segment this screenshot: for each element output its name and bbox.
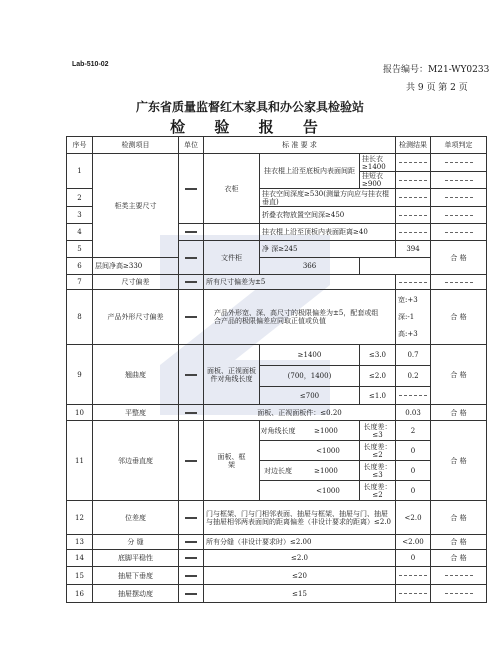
diag-label: 对角线长度 bbox=[260, 426, 296, 435]
table-row bbox=[67, 535, 487, 550]
verdict-dash bbox=[431, 207, 487, 224]
row-no: 13 bbox=[67, 535, 93, 550]
unit-mm-icon bbox=[179, 154, 204, 224]
side-label: 对边长度 bbox=[264, 466, 292, 475]
result-value: 0 bbox=[396, 550, 431, 567]
row-no: 11 bbox=[67, 421, 93, 501]
requirement-text: 产品外形宽、深、高尺寸的极限偏差为±5，配套或组合产品的极限偏差应同取正值或负值 bbox=[204, 290, 396, 345]
requirement-text: 所有分缝（非设计要求时）≤2.00 bbox=[204, 535, 396, 550]
limit-text: ≤1.0 bbox=[360, 387, 396, 405]
result-dash bbox=[396, 189, 431, 207]
report-number: 报告编号：M21-WY0233 bbox=[383, 65, 490, 75]
category-wardrobe: 衣柜 bbox=[204, 154, 260, 224]
unit-mm-icon bbox=[179, 224, 204, 241]
part-text: 面板、框架 bbox=[204, 421, 260, 501]
table-row bbox=[67, 550, 487, 567]
row-item: 邻边垂直度 bbox=[93, 421, 179, 501]
requirement-text: ≤15 bbox=[204, 585, 396, 603]
limit-text: 长度差：≤2 bbox=[360, 441, 396, 461]
range-text bbox=[260, 441, 360, 461]
inspection-table bbox=[66, 136, 487, 603]
unit-mm-icon bbox=[179, 550, 204, 567]
row-item: 柜类主要尺寸 bbox=[93, 154, 179, 258]
verdict-dash bbox=[431, 275, 487, 290]
row-no: 9 bbox=[67, 345, 93, 405]
range-text: ≥1000 bbox=[314, 426, 338, 435]
verdict-pass: 合 格 bbox=[431, 550, 487, 567]
row-no: 10 bbox=[67, 405, 93, 421]
verdict-pass: 合 格 bbox=[431, 421, 487, 501]
verdict-pass: 合 格 bbox=[431, 290, 487, 345]
row-no: 3 bbox=[67, 207, 93, 224]
verdict-pass: 合 格 bbox=[431, 501, 487, 535]
unit-mm-icon bbox=[179, 501, 204, 535]
requirement-text: ≤2.0 bbox=[204, 550, 396, 567]
row-item: 抽屉摆动度 bbox=[93, 585, 179, 603]
result-dash bbox=[396, 585, 431, 603]
result-value: 394 bbox=[396, 241, 431, 258]
row-no: 7 bbox=[67, 275, 93, 290]
table-row bbox=[67, 567, 487, 585]
lab-code: Lab-510-02 bbox=[72, 61, 109, 68]
result-dash bbox=[396, 387, 431, 405]
requirement-text: 挂衣棍上沿至顶板内表面距离≥40 bbox=[260, 224, 396, 241]
unit-mm-icon bbox=[179, 405, 204, 421]
col-header-unit: 单位 bbox=[179, 137, 204, 154]
requirement-text: 净 深≥245 bbox=[260, 241, 396, 258]
table-row bbox=[67, 154, 487, 172]
result-value: 2 bbox=[396, 421, 431, 441]
range-value: <1000 bbox=[316, 486, 340, 495]
requirement-text: 门与框架、门与门相邻表面、抽屉与框架、抽屉与门、抽屉与抽屉相邻两表面间的距离偏差（非设计要求的距离）≤2.0 bbox=[204, 501, 396, 535]
result-value: <2.0 bbox=[396, 501, 431, 535]
requirement-text: 挂衣棍上沿至底板内表面间距 bbox=[260, 154, 360, 189]
row-no: 15 bbox=[67, 567, 93, 585]
row-no: 4 bbox=[67, 224, 93, 241]
result-dash bbox=[396, 224, 431, 241]
table-row bbox=[67, 258, 487, 275]
row-item: 抽屉下垂度 bbox=[93, 567, 179, 585]
col-header-item: 检测项目 bbox=[93, 137, 179, 154]
verdict-dash bbox=[431, 224, 487, 241]
unit-mm-icon bbox=[179, 290, 204, 345]
requirement-text: ≤20 bbox=[204, 567, 396, 585]
col-header-verdict: 单项判定 bbox=[431, 137, 487, 154]
limit-text: 长度差：≤2 bbox=[360, 481, 396, 501]
table-row bbox=[67, 345, 487, 366]
requirement-text: 挂衣空间深度≥530(测量方向应与挂衣棍垂直) bbox=[260, 189, 396, 207]
limit-text: ≤3.0 bbox=[360, 345, 396, 366]
unit-mm-icon bbox=[179, 585, 204, 603]
range-text: (700，1400) bbox=[260, 366, 360, 387]
result-dash bbox=[396, 172, 431, 189]
row-item: 翘曲度 bbox=[93, 345, 179, 405]
condition-text: 面板、正视面板件对角线长度 bbox=[204, 345, 260, 405]
limit-text: ≤2.0 bbox=[360, 366, 396, 387]
table-row bbox=[67, 405, 487, 421]
row-item: 产品外形尺寸偏差 bbox=[93, 290, 179, 345]
result-values bbox=[396, 290, 431, 345]
report-title: 检 验 报 告 bbox=[170, 118, 330, 136]
row-item: 分 缝 bbox=[93, 535, 179, 550]
limit-text: 长度差：≤3 bbox=[360, 421, 396, 441]
col-header-no: 序号 bbox=[67, 137, 93, 154]
table-row bbox=[67, 275, 487, 290]
row-no: 5 bbox=[67, 241, 93, 258]
verdict-dash bbox=[431, 189, 487, 207]
verdict-dash bbox=[431, 154, 487, 172]
unit-mm-icon bbox=[179, 567, 204, 585]
row-no: 6 bbox=[67, 258, 93, 275]
requirement-text: 层间净高≥330 bbox=[93, 258, 204, 275]
row-no: 12 bbox=[67, 501, 93, 535]
sub-split bbox=[260, 421, 360, 441]
unit-mm-icon bbox=[179, 421, 204, 501]
row-item: 位差度 bbox=[93, 501, 179, 535]
category-blank bbox=[204, 224, 260, 241]
verdict-pass: 合 格 bbox=[431, 535, 487, 550]
result-dash bbox=[396, 154, 431, 172]
range-text: ≤700 bbox=[260, 387, 360, 405]
requirement-text: 挂短衣≥900 bbox=[360, 172, 396, 189]
result-value: 366 bbox=[260, 258, 360, 275]
range-text: ≥1400 bbox=[260, 345, 360, 366]
unit-mm-icon bbox=[179, 535, 204, 550]
result-depth: 深:-1 bbox=[398, 312, 415, 321]
row-no: 14 bbox=[67, 550, 93, 567]
result-width: 宽:+3 bbox=[398, 295, 418, 304]
verdict-dash bbox=[431, 172, 487, 189]
verdict-pass: 合 格 bbox=[431, 345, 487, 405]
result-value: 0.2 bbox=[396, 366, 431, 387]
row-no: 2 bbox=[67, 189, 93, 207]
col-header-result: 检测结果 bbox=[396, 137, 431, 154]
row-no: 8 bbox=[67, 290, 93, 345]
row-item: 平整度 bbox=[93, 405, 179, 421]
organization-name: 广东省质量监督红木家具和办公家具检验站 bbox=[135, 100, 364, 114]
range-text bbox=[260, 481, 360, 501]
header-row bbox=[67, 137, 487, 154]
result-dash bbox=[396, 275, 431, 290]
result-value: 0 bbox=[396, 481, 431, 501]
requirement-text: 挂长衣≥1400 bbox=[360, 154, 396, 172]
verdict-dash bbox=[431, 585, 487, 603]
verdict-dash bbox=[431, 567, 487, 585]
sub-split bbox=[260, 461, 360, 481]
requirement-text: 折叠衣物放置空间深≥450 bbox=[260, 207, 396, 224]
row-no: 1 bbox=[67, 154, 93, 189]
row-no: 16 bbox=[67, 585, 93, 603]
requirement-text: 所有尺寸偏差为±5 bbox=[204, 275, 396, 290]
unit-mm-icon bbox=[179, 345, 204, 405]
result-height: 高:+3 bbox=[398, 329, 418, 338]
range-text: ≥1000 bbox=[314, 466, 338, 475]
result-value: <2.00 bbox=[396, 535, 431, 550]
limit-text: 长度差：≤3 bbox=[360, 461, 396, 481]
table-row bbox=[67, 585, 487, 603]
result-dash bbox=[396, 567, 431, 585]
page-info: 共 9 页 第 2 页 bbox=[406, 83, 468, 93]
row-item: 尺寸偏差 bbox=[93, 275, 179, 290]
verdict-pass: 合 格 bbox=[431, 241, 487, 275]
table-row bbox=[67, 290, 487, 345]
result-value: 0.7 bbox=[396, 345, 431, 366]
result-value: 0 bbox=[396, 441, 431, 461]
col-header-requirement: 标 准 要 求 bbox=[204, 137, 396, 154]
category-file-cabinet: 文件柜 bbox=[204, 241, 260, 275]
requirement-text: 面板、正视面板件：≤0.20 bbox=[204, 405, 396, 421]
table-row bbox=[67, 501, 487, 535]
range-value: <1000 bbox=[316, 446, 340, 455]
row-item: 底脚平稳性 bbox=[93, 550, 179, 567]
verdict-pass: 合 格 bbox=[431, 405, 487, 421]
result-value: 0 bbox=[396, 461, 431, 481]
result-dash bbox=[396, 207, 431, 224]
unit-mm-icon bbox=[179, 275, 204, 290]
result-value: 0.03 bbox=[396, 405, 431, 421]
table-row bbox=[67, 421, 487, 441]
